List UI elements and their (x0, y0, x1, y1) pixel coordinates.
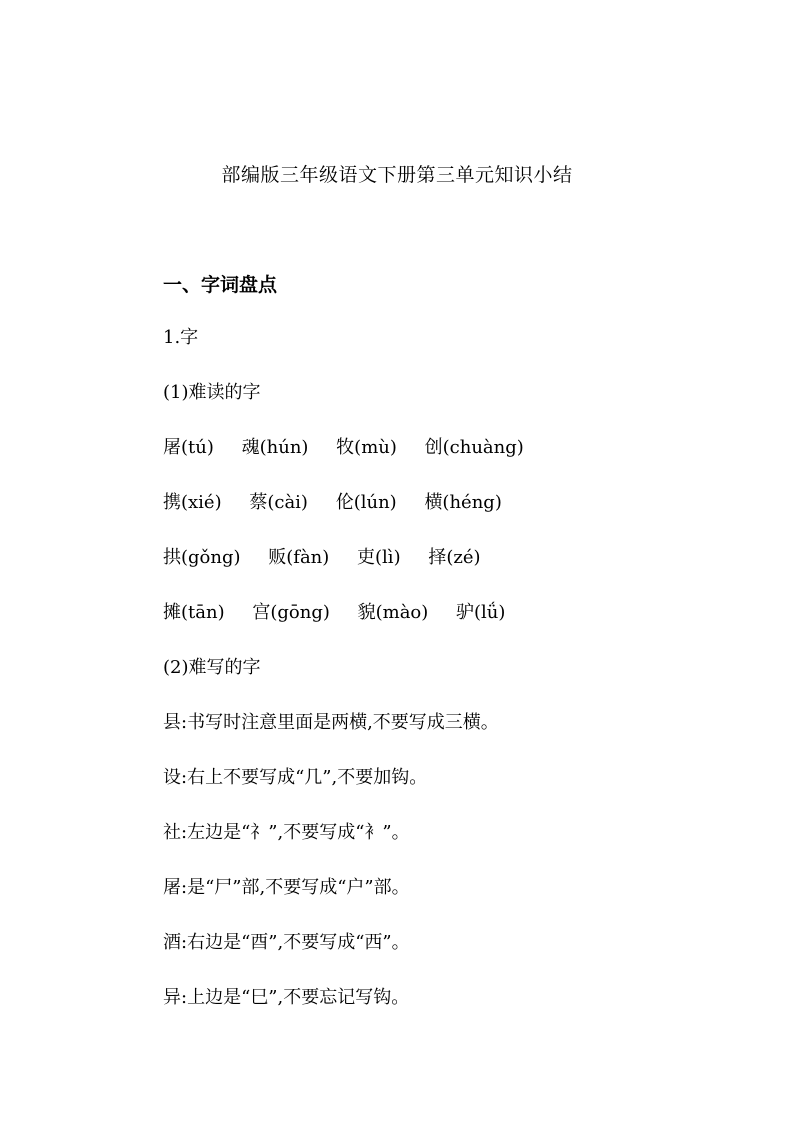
pinyin-char-item: 摊(tān) (163, 602, 225, 623)
hard-write-item: 屠:是“尸”部,不要写成“户”部。 (163, 877, 410, 898)
hard-write-item: 酒:右边是“酉”,不要写成“西”。 (163, 932, 410, 953)
pinyin-char-item: 伦(lún) (335, 492, 397, 513)
pinyin-char-item: 拱(gǒng) (163, 547, 241, 568)
pinyin-char-item: 宫(gōng) (252, 602, 330, 623)
hard-write-item: 县:书写时注意里面是两横,不要写成三横。 (163, 712, 499, 733)
pinyin-char-item: 屠(tú) (163, 437, 214, 458)
pinyin-char-item: 携(xié) (163, 492, 222, 513)
pinyin-char-item: 择(zé) (428, 547, 481, 568)
hard-read-row (163, 601, 505, 625)
hard-write-label: (2)难写的字 (163, 657, 261, 678)
hard-read-row (163, 436, 524, 460)
pinyin-char-item: 蔡(cài) (249, 492, 308, 513)
pinyin-char-item: 魂(hún) (241, 437, 309, 458)
hard-write-item: 异:上边是“巳”,不要忘记写钩。 (163, 987, 410, 1008)
document-title: 部编版三年级语文下册第三单元知识小结 (221, 164, 573, 186)
hard-read-row (163, 546, 481, 570)
subsection-label-characters: 1.字 (163, 327, 199, 348)
pinyin-char-item: 贩(fàn) (268, 547, 330, 568)
pinyin-char-item: 驴(lǘ) (456, 602, 506, 623)
section-heading-word-review: 一、字词盘点 (163, 274, 278, 296)
pinyin-char-item: 吏(lì) (357, 547, 401, 568)
pinyin-char-item: 横(héng) (424, 492, 502, 513)
hard-read-label: (1)难读的字 (163, 382, 261, 403)
hard-write-item: 设:右上不要写成“几”,不要加钩。 (163, 767, 428, 788)
hard-write-item: 社:左边是“礻”,不要写成“衤”。 (163, 822, 410, 843)
pinyin-char-item: 牧(mù) (336, 437, 397, 458)
hard-read-row (163, 491, 502, 515)
pinyin-char-item: 貌(mào) (357, 602, 429, 623)
pinyin-char-item: 创(chuàng) (424, 437, 524, 458)
